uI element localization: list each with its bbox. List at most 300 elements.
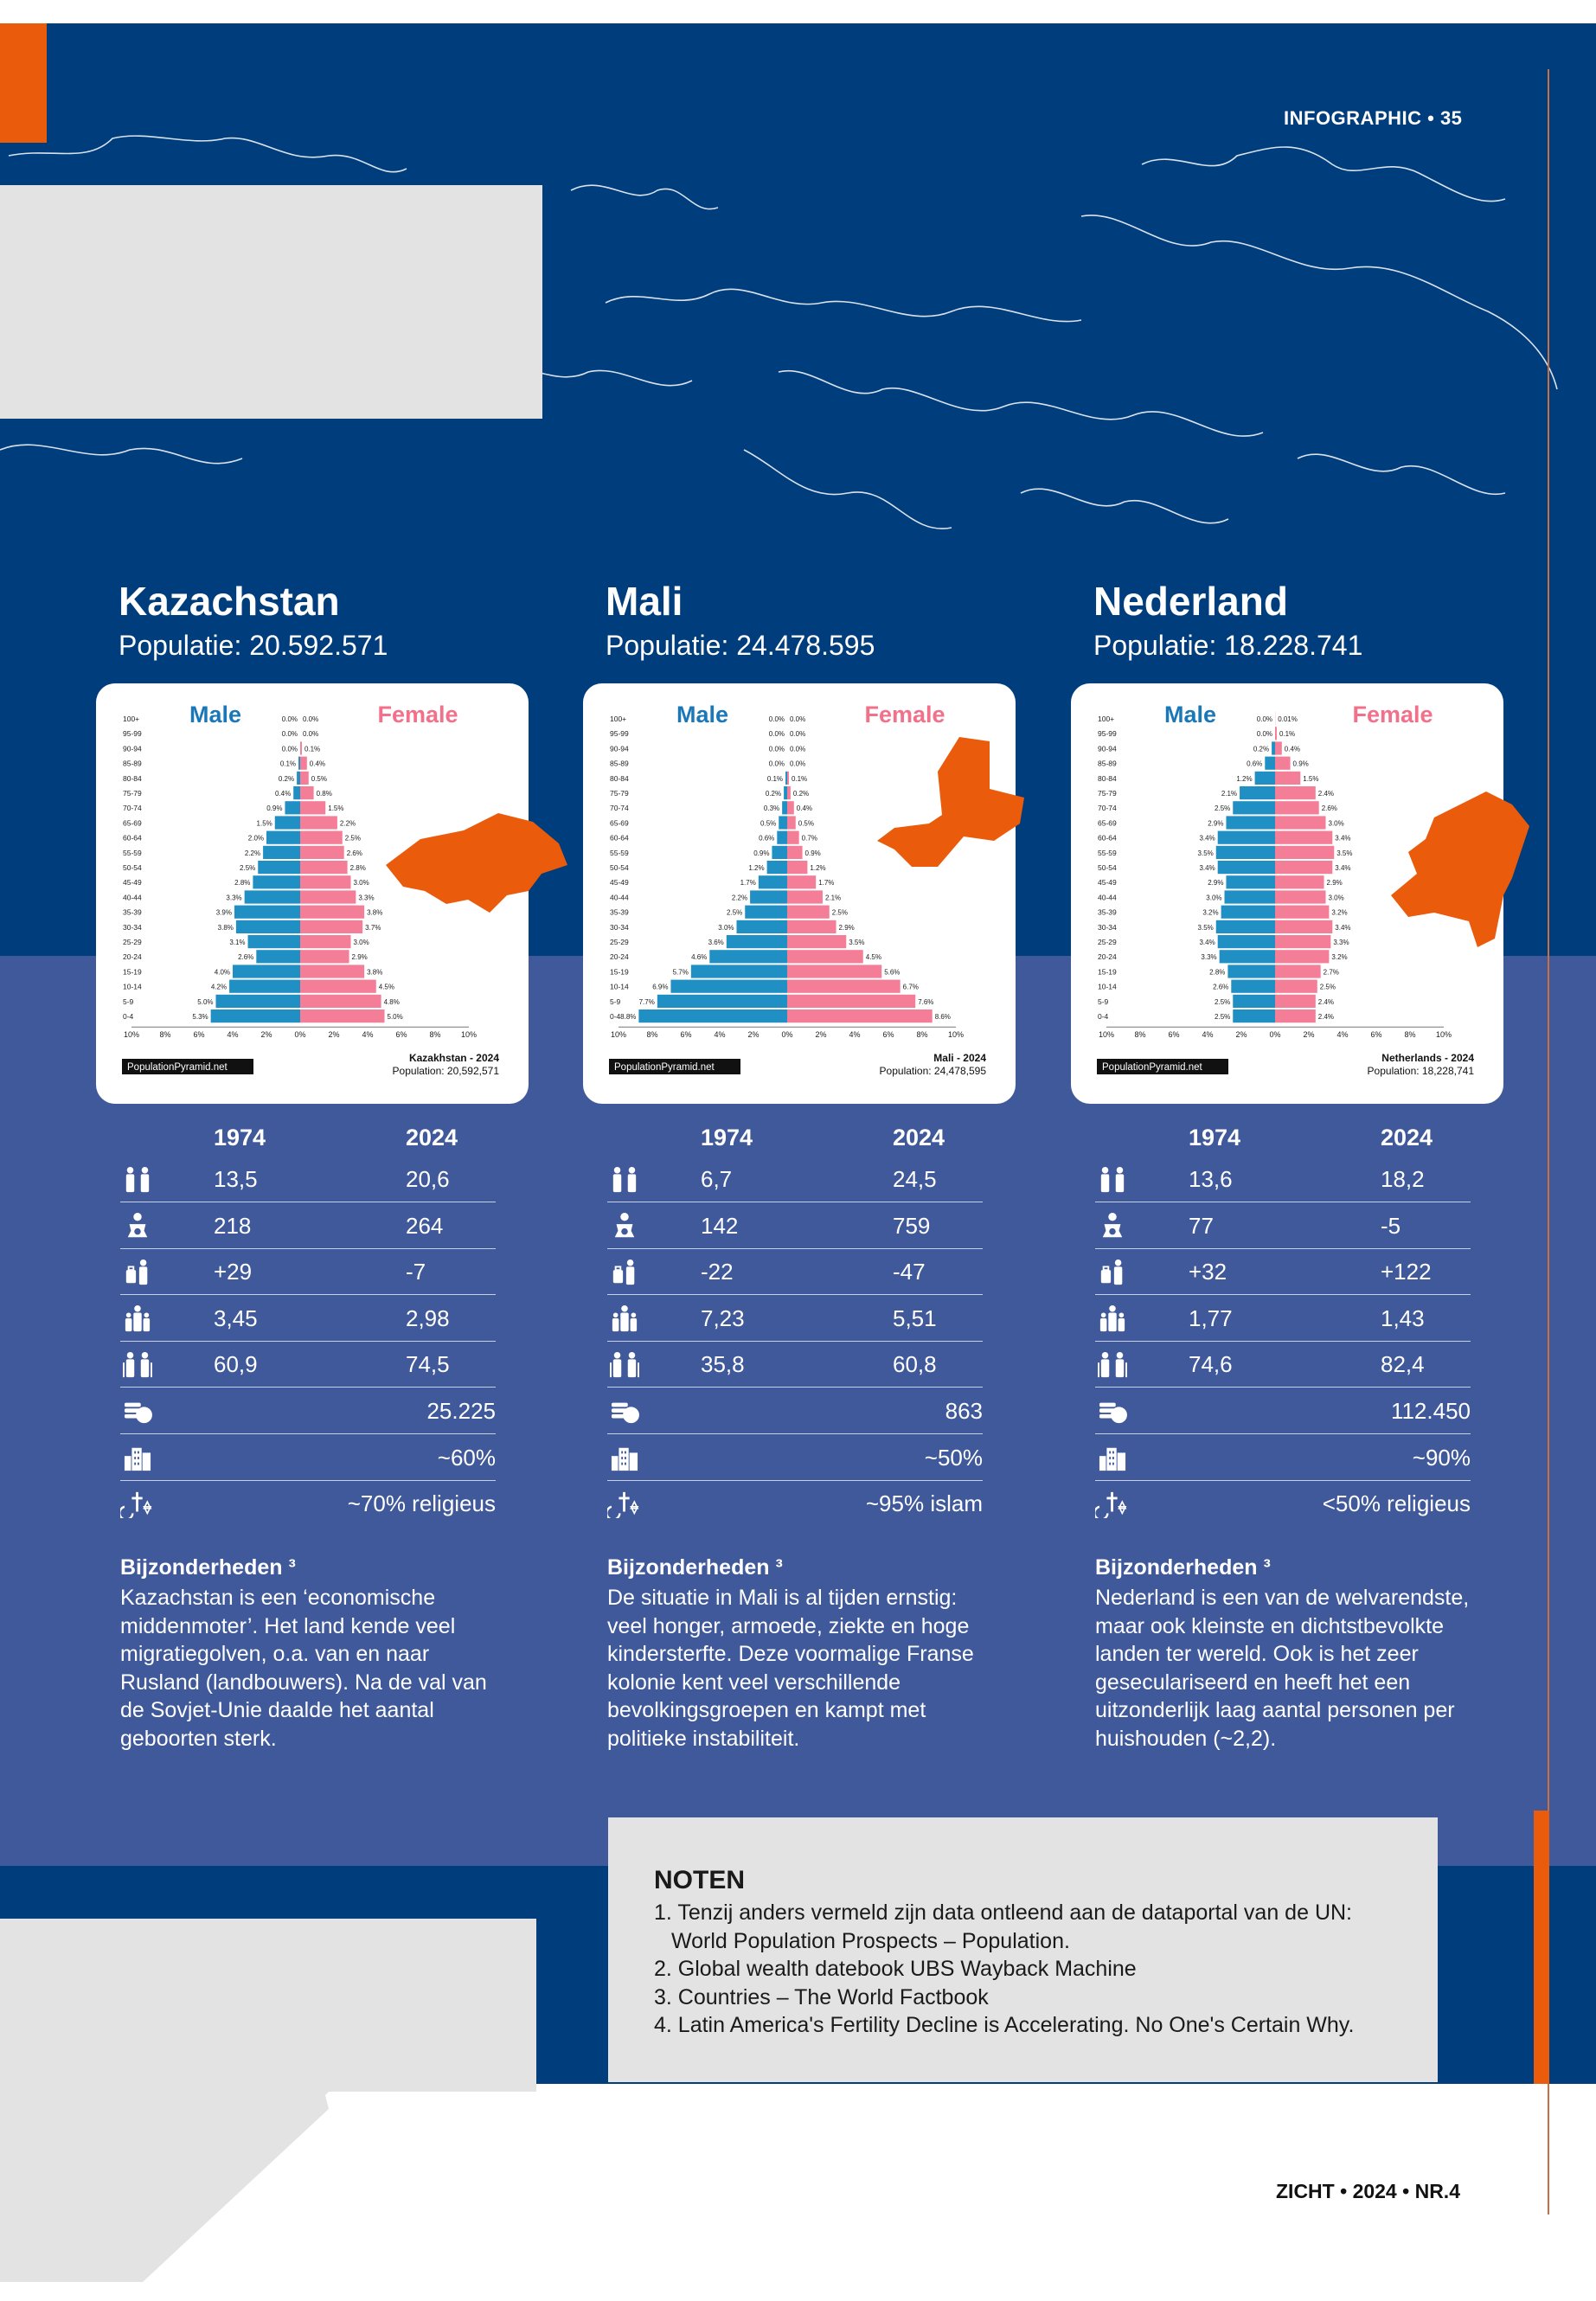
male-value-label: 0.9% xyxy=(266,804,283,813)
male-value-label: 3.5% xyxy=(1197,923,1214,932)
source-badge xyxy=(1097,1059,1228,1074)
value-2024: 24,5 xyxy=(893,1166,937,1192)
x-tick-label: 0% xyxy=(1269,1030,1281,1040)
age-group-label: 60-64 xyxy=(1098,833,1117,843)
male-value-label: 3.0% xyxy=(718,923,734,932)
x-tick-label: 4% xyxy=(1336,1030,1349,1040)
age-group-label: 75-79 xyxy=(610,789,629,798)
age-group-label: 65-69 xyxy=(610,818,629,828)
stats-row xyxy=(120,1202,496,1249)
x-tick-label: 0% xyxy=(781,1030,793,1040)
male-value-label: 0.0% xyxy=(281,715,298,724)
age-group-label: 80-84 xyxy=(1098,773,1117,783)
country-population: Populatie: 24.478.595 xyxy=(606,630,875,661)
female-bar xyxy=(300,757,307,770)
stats-row xyxy=(607,1156,983,1202)
female-value-label: 6.7% xyxy=(902,983,919,991)
country-shape xyxy=(386,804,567,917)
female-bar xyxy=(787,816,796,829)
male-value-label: 2.6% xyxy=(238,953,254,962)
male-bar xyxy=(782,801,787,814)
age-group-label: 30-34 xyxy=(1098,922,1117,932)
value-2024: 20,6 xyxy=(406,1166,450,1192)
age-group-label: 95-99 xyxy=(1098,729,1117,739)
x-tick-label: 4% xyxy=(362,1030,374,1040)
female-bar xyxy=(300,890,356,903)
x-tick-label: 10% xyxy=(1098,1030,1115,1040)
age-group-label: 15-19 xyxy=(123,967,142,977)
page-footer: ZICHT • 2024 • NR.4 xyxy=(1276,2180,1460,2202)
male-value-label: 2.5% xyxy=(1215,804,1231,813)
male-value-label: 1.2% xyxy=(1236,774,1253,783)
female-value-label: 2.5% xyxy=(344,834,361,843)
age-group-label: 40-44 xyxy=(123,893,142,902)
population-icon xyxy=(607,1166,642,1194)
female-value-label: 5.0% xyxy=(387,1013,403,1022)
age-group-label: 60-64 xyxy=(610,833,629,843)
female-value-label: 0.0% xyxy=(303,730,319,739)
age-group-label: 45-49 xyxy=(1098,878,1117,888)
chart-population: Population: 24,478,595 xyxy=(879,1065,986,1077)
source-label: PopulationPyramid.net xyxy=(127,1062,228,1073)
x-tick-label: 10% xyxy=(123,1030,140,1040)
age-group-label: 100+ xyxy=(1098,715,1115,724)
age-group-label: 10-14 xyxy=(1098,982,1117,991)
male-bar xyxy=(785,772,787,785)
male-bar xyxy=(1233,995,1275,1008)
value-1974: -22 xyxy=(701,1259,734,1285)
male-value-label: 3.1% xyxy=(229,939,246,947)
female-value-label: 0.0% xyxy=(790,715,806,724)
age-group-label: 35-39 xyxy=(123,907,142,917)
stats-row xyxy=(1095,1341,1471,1388)
female-label: Female xyxy=(377,702,458,727)
female-value-label: 0.4% xyxy=(1284,745,1301,753)
female-bar xyxy=(1275,727,1277,740)
male-bar xyxy=(233,965,300,977)
female-bar xyxy=(1275,1009,1316,1022)
magazine-name: ZICHT xyxy=(1276,2180,1335,2202)
x-tick-label: 10% xyxy=(460,1030,478,1040)
stats-row xyxy=(1095,1388,1471,1434)
age-group-label: 70-74 xyxy=(1098,804,1117,813)
male-label: Male xyxy=(676,702,729,727)
note-item: 1. Tenzij anders vermeld zijn data ontleend aan de dataportal van de UN: xyxy=(654,1900,1352,1925)
male-value-label: 2.2% xyxy=(244,849,261,857)
male-label: Male xyxy=(1163,702,1217,727)
x-tick-label: 4% xyxy=(714,1030,726,1040)
male-bar xyxy=(293,786,300,799)
stats-row xyxy=(607,1341,983,1388)
female-value-label: 0.4% xyxy=(796,804,813,813)
female-value-label: 3.7% xyxy=(365,923,381,932)
male-value-label: 1.7% xyxy=(740,879,756,888)
age-group-label: 65-69 xyxy=(123,818,142,828)
age-group-label: 55-59 xyxy=(1098,848,1117,857)
female-bar xyxy=(1275,920,1332,933)
age-group-label: 100+ xyxy=(123,715,140,724)
stats-row xyxy=(120,1341,496,1388)
male-value-label: 0.2% xyxy=(1253,745,1270,753)
male-value-label: 3.5% xyxy=(1197,849,1214,857)
male-value-label: 2.5% xyxy=(727,908,743,917)
age-group-label: 40-44 xyxy=(610,893,629,902)
chart-population: Population: 18,228,741 xyxy=(1367,1065,1474,1077)
male-bar xyxy=(727,935,787,948)
female-bar xyxy=(1275,816,1326,829)
female-bar xyxy=(787,950,863,963)
age-group-label: 70-74 xyxy=(123,804,142,813)
male-bar xyxy=(297,772,300,785)
female-value-label: 0.0% xyxy=(303,715,319,724)
migration-icon xyxy=(1095,1259,1130,1286)
female-bar xyxy=(300,980,376,993)
female-value-label: 0.9% xyxy=(804,849,821,857)
city-icon xyxy=(1095,1445,1130,1472)
female-bar xyxy=(300,831,343,844)
male-bar xyxy=(1255,772,1275,785)
female-value-label: 3.3% xyxy=(358,894,375,902)
male-value-label: 0.4% xyxy=(274,790,292,798)
age-group-label: 75-79 xyxy=(1098,789,1117,798)
x-tick-label: 8% xyxy=(159,1030,171,1040)
city-icon xyxy=(120,1445,155,1472)
country-shape xyxy=(877,737,1024,867)
male-bar xyxy=(1231,980,1275,993)
age-group-label: 85-89 xyxy=(1098,759,1117,768)
female-bar xyxy=(300,772,309,785)
male-value-label: 0.6% xyxy=(1247,760,1263,768)
female-value-label: 0.0% xyxy=(790,730,806,739)
stats-row xyxy=(607,1434,983,1481)
female-value-label: 3.4% xyxy=(1335,864,1351,873)
age-group-label: 5-9 xyxy=(1098,997,1109,1006)
population-icon xyxy=(120,1166,155,1194)
female-value-label: 3.0% xyxy=(1328,819,1344,828)
male-value-label: 3.3% xyxy=(1201,953,1217,962)
age-group-label: 5-9 xyxy=(123,997,134,1006)
x-tick-label: 4% xyxy=(227,1030,239,1040)
female-bar xyxy=(1275,995,1316,1008)
female-bar xyxy=(1275,757,1291,770)
stats-row xyxy=(120,1248,496,1295)
female-bar xyxy=(300,920,362,933)
value-2024: ~50% xyxy=(924,1444,983,1471)
age-group-label: 100+ xyxy=(610,715,627,724)
value-2024: 18,2 xyxy=(1381,1166,1425,1192)
male-bar xyxy=(234,906,300,919)
female-bar xyxy=(300,861,348,874)
female-bar xyxy=(787,772,789,785)
female-bar xyxy=(300,846,344,859)
notes-title: NOTEN xyxy=(654,1866,745,1894)
year-header-1974: 1974 xyxy=(214,1125,266,1150)
male-value-label: 3.4% xyxy=(1199,864,1215,873)
female-value-label: 3.0% xyxy=(1328,894,1344,902)
value-2024: -7 xyxy=(406,1259,426,1285)
female-bar xyxy=(1275,801,1319,814)
x-tick-label: 0% xyxy=(294,1030,306,1040)
male-value-label: 3.3% xyxy=(226,894,242,902)
source-label: PopulationPyramid.net xyxy=(614,1062,715,1073)
male-bar xyxy=(750,890,787,903)
value-2024: 759 xyxy=(893,1212,931,1239)
female-value-label: 3.2% xyxy=(1331,908,1348,917)
age-group-label: 5-9 xyxy=(610,997,621,1006)
grey-block-top xyxy=(0,185,542,419)
x-tick-label: 2% xyxy=(747,1030,760,1040)
value-1974: 6,7 xyxy=(701,1166,733,1192)
female-bar xyxy=(1275,950,1329,963)
page-number: 35 xyxy=(1439,107,1463,129)
population-icon xyxy=(1095,1166,1130,1194)
female-bar xyxy=(787,831,799,844)
details-title: Bijzonderheden ³ xyxy=(120,1555,296,1580)
money-icon xyxy=(120,1398,155,1426)
male-bar xyxy=(1233,801,1275,814)
female-value-label: 2.4% xyxy=(1317,790,1335,798)
female-value-label: 3.0% xyxy=(353,879,369,888)
male-value-label: 2.5% xyxy=(1215,997,1231,1006)
religion-icon xyxy=(120,1490,155,1518)
x-tick-label: 10% xyxy=(610,1030,627,1040)
female-value-label: 0.9% xyxy=(1292,760,1309,768)
value-2024: -47 xyxy=(893,1259,926,1285)
female-value-label: 0.2% xyxy=(792,790,810,798)
male-bar xyxy=(248,935,300,948)
female-value-label: 3.2% xyxy=(1331,953,1348,962)
details-title: Bijzonderheden ³ xyxy=(1095,1555,1271,1580)
male-value-label: 0.0% xyxy=(1256,715,1272,724)
male-bar xyxy=(229,980,300,993)
city-icon xyxy=(607,1445,642,1472)
x-tick-label: 6% xyxy=(395,1030,407,1040)
female-value-label: 2.1% xyxy=(824,894,842,902)
female-value-label: 5.6% xyxy=(884,968,901,977)
female-bar xyxy=(1275,861,1332,874)
source-badge xyxy=(122,1059,253,1074)
female-value-label: 3.8% xyxy=(367,968,383,977)
female-bar xyxy=(787,846,803,859)
female-value-label: 8.6% xyxy=(934,1013,951,1022)
male-value-label: 0.1% xyxy=(279,760,297,768)
grey-shape-bottom xyxy=(0,1919,536,2282)
elderly-couple-icon xyxy=(607,1351,642,1379)
male-value-label: 0.0% xyxy=(281,730,298,739)
age-group-label: 50-54 xyxy=(1098,863,1117,873)
male-bar xyxy=(1216,920,1275,933)
female-bar xyxy=(300,801,325,814)
age-group-label: 0-4 xyxy=(610,1012,621,1022)
female-bar xyxy=(787,920,836,933)
male-value-label: 3.4% xyxy=(1199,834,1215,843)
male-value-label: 0.0% xyxy=(768,760,785,768)
male-bar xyxy=(1218,935,1275,948)
age-group-label: 60-64 xyxy=(123,833,142,843)
female-bar xyxy=(300,950,349,963)
female-value-label: 1.2% xyxy=(810,864,826,873)
female-bar xyxy=(1275,935,1330,948)
details-text: Nederland is een van de welvarendste, maar ook kleinste en dichtstbevolkte landen ter wereld. Ook is het zeer geseculariseerd en heeft het een uitzonderlijk laag aantal personen per huishouden (~2,2). xyxy=(1095,1586,1470,1751)
female-value-label: 3.5% xyxy=(1336,849,1353,857)
male-bar xyxy=(1240,786,1275,799)
female-bar xyxy=(1275,890,1326,903)
value-2024: ~70% religieus xyxy=(347,1490,496,1517)
female-label: Female xyxy=(864,702,945,727)
male-bar xyxy=(691,965,787,977)
male-bar xyxy=(1233,1009,1275,1022)
x-tick-label: 2% xyxy=(815,1030,827,1040)
male-bar xyxy=(216,995,301,1008)
stats-row xyxy=(1095,1156,1471,1202)
age-group-label: 90-94 xyxy=(123,744,142,753)
age-group-label: 10-14 xyxy=(123,982,142,991)
female-value-label: 3.5% xyxy=(849,939,865,947)
male-bar xyxy=(657,995,787,1008)
female-value-label: 1.5% xyxy=(328,804,344,813)
male-bar xyxy=(1272,741,1275,754)
female-bar xyxy=(300,935,351,948)
value-2024: ~60% xyxy=(437,1444,496,1471)
age-group-label: 95-99 xyxy=(610,729,629,739)
female-value-label: 0.01% xyxy=(1278,715,1298,724)
female-value-label: 3.3% xyxy=(1333,939,1349,947)
year-header-1974: 1974 xyxy=(1189,1125,1241,1150)
female-value-label: 2.5% xyxy=(1319,983,1336,991)
magazine-issue: NR.4 xyxy=(1414,2180,1460,2202)
female-value-label: 0.0% xyxy=(790,760,806,768)
x-tick-label: 6% xyxy=(680,1030,692,1040)
age-group-label: 0-4 xyxy=(123,1012,134,1022)
country-name: Mali xyxy=(606,579,683,624)
male-value-label: 2.5% xyxy=(240,864,256,873)
male-bar xyxy=(1226,816,1275,829)
age-group-label: 30-34 xyxy=(123,922,142,932)
age-group-label: 80-84 xyxy=(123,773,142,783)
female-value-label: 4.5% xyxy=(378,983,394,991)
details-section xyxy=(120,1555,501,1753)
value-2024: 863 xyxy=(945,1398,983,1424)
stats-row xyxy=(120,1388,496,1434)
stats-row xyxy=(607,1295,983,1342)
male-value-label: 5.7% xyxy=(672,968,689,977)
male-bar xyxy=(258,861,300,874)
x-tick-label: 4% xyxy=(1202,1030,1214,1040)
age-group-label: 20-24 xyxy=(610,952,629,962)
value-2024: +122 xyxy=(1381,1259,1432,1285)
male-value-label: 0.0% xyxy=(768,730,785,739)
female-bar xyxy=(1275,786,1316,799)
year-header-2024: 2024 xyxy=(406,1125,458,1150)
age-group-label: 35-39 xyxy=(610,907,629,917)
male-bar xyxy=(638,1009,787,1022)
male-value-label: 4.2% xyxy=(210,983,228,991)
male-bar xyxy=(772,846,787,859)
stats-row xyxy=(1095,1248,1471,1295)
male-bar xyxy=(759,875,787,888)
male-bar xyxy=(1225,890,1276,903)
male-bar xyxy=(1220,950,1275,963)
chart-caption: Kazakhstan - 2024 xyxy=(408,1052,499,1064)
value-1974: 74,6 xyxy=(1189,1351,1233,1378)
male-value-label: 3.4% xyxy=(1199,939,1215,947)
female-value-label: 0.8% xyxy=(316,790,332,798)
note-item: 2. Global wealth datebook UBS Wayback Machine xyxy=(654,1957,1137,1981)
religion-icon xyxy=(607,1490,642,1518)
stats-row xyxy=(607,1202,983,1249)
stats-row xyxy=(607,1388,983,1434)
chart-caption: Netherlands - 2024 xyxy=(1381,1052,1474,1064)
male-value-label: 3.6% xyxy=(708,939,724,947)
female-value-label: 3.0% xyxy=(353,939,369,947)
female-bar xyxy=(300,786,314,799)
female-value-label: 2.6% xyxy=(346,849,362,857)
female-bar xyxy=(300,875,351,888)
age-group-label: 95-99 xyxy=(123,729,142,739)
female-label: Female xyxy=(1352,702,1433,727)
orange-accent-right xyxy=(1534,1811,1549,2084)
age-group-label: 30-34 xyxy=(610,922,629,932)
x-tick-label: 10% xyxy=(1435,1030,1452,1040)
male-value-label: 0.0% xyxy=(768,745,785,753)
section-label: INFOGRAPHIC xyxy=(1284,107,1422,129)
age-group-label: 25-29 xyxy=(123,938,142,947)
male-bar xyxy=(275,816,300,829)
migration-icon xyxy=(120,1259,155,1286)
x-tick-label: 4% xyxy=(849,1030,861,1040)
details-text: Kazachstan is een ‘economische middenmoter’. Het land kende veel migratiegolven, o.a. van en naar Rusland (landbouwers). Na de val van de Sovjet-Unie daalde het aantal geboorten sterk. xyxy=(120,1586,487,1751)
year-header-1974: 1974 xyxy=(701,1125,753,1150)
male-value-label: 0.1% xyxy=(766,774,784,783)
year-header-2024: 2024 xyxy=(1381,1125,1433,1150)
male-value-label: 0.2% xyxy=(278,774,295,783)
male-value-label: 0.9% xyxy=(753,849,770,857)
male-bar xyxy=(670,980,787,993)
notes-box xyxy=(608,1817,1438,2082)
female-value-label: 0.1% xyxy=(304,745,321,753)
male-bar xyxy=(1221,906,1275,919)
x-tick-label: 6% xyxy=(1168,1030,1180,1040)
note-item: World Population Prospects – Population. xyxy=(671,1928,1070,1953)
chart-caption: Mali - 2024 xyxy=(933,1052,986,1064)
x-tick-label: 8% xyxy=(1134,1030,1146,1040)
age-group-label: 85-89 xyxy=(610,759,629,768)
value-2024: 60,8 xyxy=(893,1351,937,1378)
age-group-label: 55-59 xyxy=(123,848,142,857)
male-bar xyxy=(211,1009,300,1022)
value-2024: -5 xyxy=(1381,1212,1401,1239)
age-group-label: 75-79 xyxy=(123,789,142,798)
female-bar xyxy=(787,786,791,799)
age-group-label: 85-89 xyxy=(123,759,142,768)
female-bar xyxy=(1275,772,1300,785)
elderly-couple-icon xyxy=(1095,1351,1130,1379)
female-bar xyxy=(1275,906,1329,919)
male-bar xyxy=(245,890,300,903)
male-bar xyxy=(777,831,787,844)
value-1974: 13,6 xyxy=(1189,1166,1233,1192)
details-title: Bijzonderheden ³ xyxy=(607,1555,783,1580)
male-bar xyxy=(1227,965,1275,977)
value-2024: ~95% islam xyxy=(865,1490,983,1517)
male-bar xyxy=(745,906,787,919)
stats-row xyxy=(120,1295,496,1342)
value-1974: 142 xyxy=(701,1212,739,1239)
elderly-couple-icon xyxy=(120,1351,155,1379)
male-label: Male xyxy=(189,702,242,727)
male-bar xyxy=(1265,757,1275,770)
male-value-label: 2.8% xyxy=(1209,968,1226,977)
